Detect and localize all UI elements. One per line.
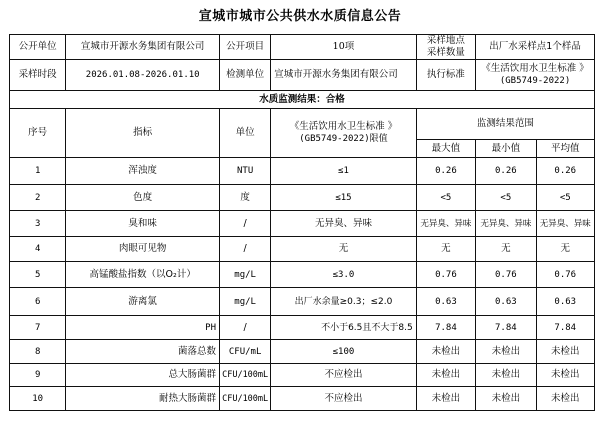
item-label: 公开项目 bbox=[220, 35, 271, 60]
row-unit: mg/L bbox=[220, 288, 271, 316]
row-limit: 无异臭、异味 bbox=[271, 211, 416, 237]
sample-point-label bbox=[416, 35, 475, 60]
item-value: 10项 bbox=[271, 35, 416, 60]
row-max: 无 bbox=[416, 237, 475, 262]
row-min: 0.76 bbox=[476, 262, 536, 288]
row-indicator: 耐热大肠菌群 bbox=[66, 387, 220, 411]
row-limit: ≤1 bbox=[271, 158, 416, 185]
row-min: <5 bbox=[476, 185, 536, 211]
standard-value bbox=[476, 60, 595, 91]
row-indicator: 菌落总数 bbox=[66, 340, 220, 364]
row-no: 2 bbox=[10, 185, 66, 211]
row-limit: ≤3.0 bbox=[271, 262, 416, 288]
row-max: 7.84 bbox=[416, 316, 475, 340]
row-no: 4 bbox=[10, 237, 66, 262]
page-title: 宣城市城市公共供水水质信息公告 bbox=[198, 9, 402, 24]
row-no: 9 bbox=[10, 364, 66, 387]
standard-label: 执行标准 bbox=[416, 60, 475, 91]
row-unit: / bbox=[220, 316, 271, 340]
row-no: 7 bbox=[10, 316, 66, 340]
row-unit: / bbox=[220, 237, 271, 262]
unit-value: 宣城市开源水务集团有限公司 bbox=[66, 35, 220, 60]
row-limit: 出厂水余量≥0.3；≤2.0 bbox=[271, 288, 416, 316]
header-limit bbox=[271, 109, 416, 158]
table-row bbox=[10, 316, 595, 340]
period-label: 采样时段 bbox=[10, 60, 66, 91]
row-limit: ≤15 bbox=[271, 185, 416, 211]
sample-point-value: 出厂水采样点1个样品 bbox=[476, 35, 595, 60]
row-avg: 0.76 bbox=[536, 262, 594, 288]
row-limit: ≤100 bbox=[271, 340, 416, 364]
row-max: 0.63 bbox=[416, 288, 475, 316]
row-limit: 不小于6.5且不大于8.5 bbox=[271, 316, 416, 340]
table-row bbox=[10, 262, 595, 288]
standard-value-2: (GB5749-2022) bbox=[499, 76, 571, 86]
row-unit: CFU/100mL bbox=[220, 364, 271, 387]
row-avg: 未检出 bbox=[536, 364, 594, 387]
row-max: <5 bbox=[416, 185, 475, 211]
detect-label: 检测单位 bbox=[220, 60, 271, 91]
header-no: 序号 bbox=[10, 109, 66, 158]
header-limit-2: (GB5749-2022)限值 bbox=[299, 134, 388, 144]
row-avg: 未检出 bbox=[536, 340, 594, 364]
table-row bbox=[10, 211, 595, 237]
row-unit: CFU/100mL bbox=[220, 387, 271, 411]
row-indicator: 浑浊度 bbox=[66, 158, 220, 185]
row-avg: 无 bbox=[536, 237, 594, 262]
sample-point-label-1: 采样地点 bbox=[426, 35, 465, 46]
row-unit: 度 bbox=[220, 185, 271, 211]
row-max: 0.26 bbox=[416, 158, 475, 185]
row-max: 0.76 bbox=[416, 262, 475, 288]
row-max: 未检出 bbox=[416, 364, 475, 387]
row-min: 未检出 bbox=[476, 340, 536, 364]
table-row bbox=[10, 237, 595, 262]
row-avg: 7.84 bbox=[536, 316, 594, 340]
detect-value: 宣城市开源水务集团有限公司 bbox=[271, 60, 416, 91]
table-row bbox=[10, 387, 595, 411]
row-indicator: 游离氯 bbox=[66, 288, 220, 316]
unit-label: 公开单位 bbox=[10, 35, 66, 60]
table-row bbox=[10, 340, 595, 364]
row-min: 0.26 bbox=[476, 158, 536, 185]
row-min: 未检出 bbox=[476, 364, 536, 387]
row-avg: <5 bbox=[536, 185, 594, 211]
table-row bbox=[10, 158, 595, 185]
row-avg: 0.26 bbox=[536, 158, 594, 185]
row-avg: 无异臭、异味 bbox=[536, 211, 594, 237]
header-range: 监测结果范围 bbox=[416, 109, 594, 140]
header-limit-1: 《生活饮用水卫生标准 》 bbox=[289, 121, 398, 132]
header-unit: 单位 bbox=[220, 109, 271, 158]
row-limit: 不应检出 bbox=[271, 364, 416, 387]
row-no: 5 bbox=[10, 262, 66, 288]
row-max: 未检出 bbox=[416, 387, 475, 411]
row-indicator: 色度 bbox=[66, 185, 220, 211]
row-no: 6 bbox=[10, 288, 66, 316]
row-indicator: 肉眼可见物 bbox=[66, 237, 220, 262]
header-row-1 bbox=[10, 109, 595, 140]
row-limit: 无 bbox=[271, 237, 416, 262]
row-min: 7.84 bbox=[476, 316, 536, 340]
water-quality-table bbox=[9, 34, 595, 411]
sample-point-label-2: 采样数量 bbox=[426, 47, 465, 58]
row-no: 10 bbox=[10, 387, 66, 411]
table-row bbox=[10, 364, 595, 387]
standard-value-1: 《生活饮用水卫生标准 》 bbox=[481, 63, 589, 74]
info-row-unit bbox=[10, 35, 595, 60]
row-avg: 0.63 bbox=[536, 288, 594, 316]
header-min: 最小值 bbox=[476, 140, 536, 158]
row-unit: NTU bbox=[220, 158, 271, 185]
row-indicator: 臭和味 bbox=[66, 211, 220, 237]
table-row bbox=[10, 288, 595, 316]
row-no: 1 bbox=[10, 158, 66, 185]
header-max: 最大值 bbox=[416, 140, 475, 158]
table-row bbox=[10, 185, 595, 211]
row-min: 无异臭、异味 bbox=[476, 211, 536, 237]
info-row-period bbox=[10, 60, 595, 91]
row-min: 无 bbox=[476, 237, 536, 262]
row-min: 未检出 bbox=[476, 387, 536, 411]
row-indicator: PH bbox=[66, 316, 220, 340]
row-unit: CFU/mL bbox=[220, 340, 271, 364]
result-banner: 水质监测结果：合格 bbox=[10, 91, 595, 109]
header-indicator: 指标 bbox=[66, 109, 220, 158]
row-max: 未检出 bbox=[416, 340, 475, 364]
row-limit: 不应检出 bbox=[271, 387, 416, 411]
row-min: 0.63 bbox=[476, 288, 536, 316]
row-indicator: 高锰酸盐指数（以O₂计） bbox=[66, 262, 220, 288]
row-max: 无异臭、异味 bbox=[416, 211, 475, 237]
result-banner-row bbox=[10, 91, 595, 109]
period-value: 2026.01.08-2026.01.10 bbox=[66, 60, 220, 91]
row-unit: / bbox=[220, 211, 271, 237]
row-avg: 未检出 bbox=[536, 387, 594, 411]
row-indicator: 总大肠菌群 bbox=[66, 364, 220, 387]
row-no: 8 bbox=[10, 340, 66, 364]
row-unit: mg/L bbox=[220, 262, 271, 288]
header-avg: 平均值 bbox=[536, 140, 594, 158]
row-no: 3 bbox=[10, 211, 66, 237]
